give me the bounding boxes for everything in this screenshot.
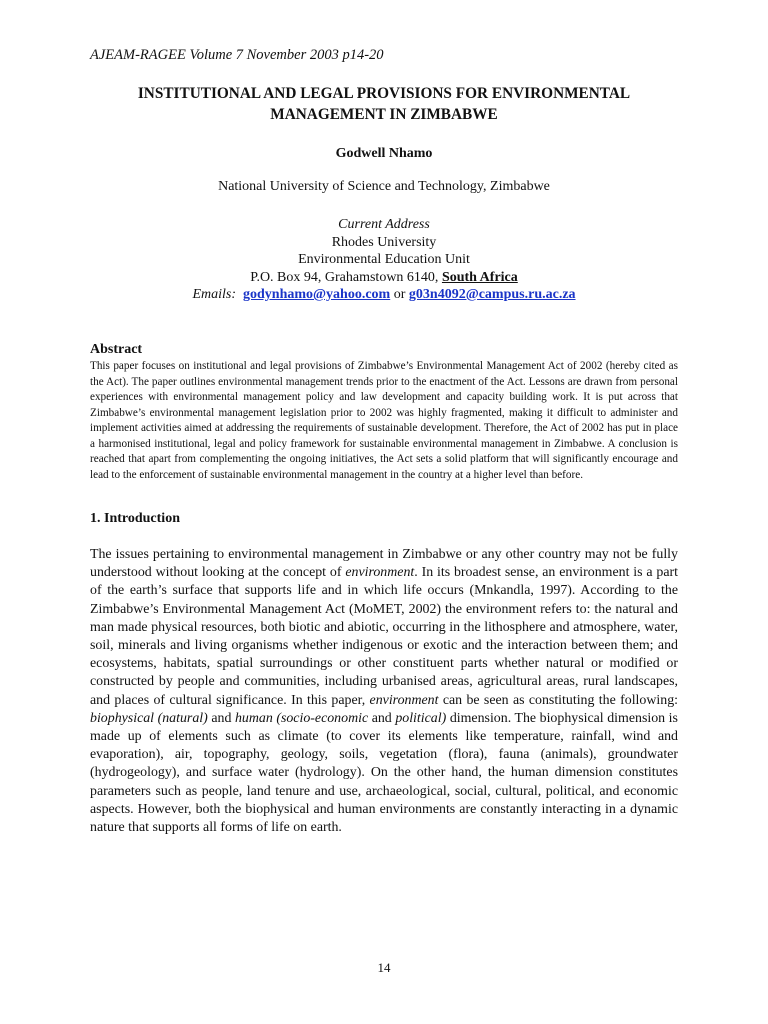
title-line-2: MANAGEMENT IN ZIMBABWE	[270, 106, 498, 123]
intro-text-3: can be seen as constituting the following:	[442, 692, 678, 708]
intro-text-1: The issues pertaining to environmental management in Zimbabwe or any other country may not be fully understood without looking at the concept of	[90, 547, 678, 581]
paper-title	[70, 83, 698, 125]
intro-em-biophysical: biophysical (natural)	[90, 710, 208, 726]
intro-em-human: human (socio-economic	[234, 710, 369, 726]
intro-text-5: and	[371, 710, 392, 726]
current-address-block	[0, 216, 768, 304]
page-number: 14	[377, 960, 391, 975]
intro-text-2: . In its broadest sense, an environment is a part of the earth’s surface that supports life and in which life occurs (Mnkandla, 1997). According to the Zimbabwe’s Environmental Management Act (MoMET, 2002) the environment refers to: the natural and man made physical resources, both biotic and abiotic, occurring in the lithosphere and atmosphere, water, soil, minerals and living organisms whether indigenous or exotic and the interaction between them; and ecosystems, habitats, spatial surroundings or other constituent parts whether natural or modified or constructed by people and communities, including urbanised areas, agricultural areas, rural landscapes, and places of cultural significance. In this paper,	[90, 565, 678, 708]
email-link-yahoo[interactable]: godynhamo@yahoo.com	[243, 287, 391, 302]
intro-text-4: and	[211, 710, 232, 726]
intro-text-6: dimension. The biophysical dimension is made up of elements such as climate (to cover its elements like temperature, rainfall, wind and evaporation), air, topography, geology, soils, vegetation (flora), fauna (animals), groundwater (hydrogeology), and surface water (hydrology). On the other hand, the human dimension constitutes parameters such as people, land tenure and use, archaeological, social, cultural, political, and economic aspects. However, both the biophysical and human environments are constantly interacting in a dynamic nature that supports all forms of life on earth.	[90, 710, 678, 836]
address-country: South Africa	[441, 269, 518, 285]
email-link-rhodes[interactable]: g03n4092@campus.ru.ac.za	[408, 287, 576, 302]
introduction-heading: 1. Introduction	[90, 511, 180, 526]
emails-connector: or	[393, 287, 406, 302]
address-line-3	[0, 269, 768, 287]
abstract-body: This paper focuses on institutional and legal provisions of Zimbabwe’s Environmental Management Act of 2002 (hereby cited as the Act). The paper outlines environmental management trends prior to the enactment of the Act. Lessons are drawn from personal experiences with environmental management policy and law development and capacity building work. It is put across that Zimbabwe’s environmental management legislation prior to 2002 was highly fragmented, making it difficult to administer and implement activities aimed at addressing the requirements of sustainable development. Therefore, the Act of 2002 has put in place a harmonised institutional, legal and policy framework for sustainable environmental management in Zimbabwe. A conclusion is reached that apart from complementing the ongoing initiatives, the Act sets a solid platform that will significantly encourage and lead to the enforcement of sustainable environmental management in the country at a higher level than before.	[90, 360, 678, 481]
address-line-2: Environmental Education Unit	[298, 252, 470, 267]
emails-label: Emails:	[192, 287, 237, 302]
intro-em-environment-2: environment	[369, 692, 439, 708]
address-line-1: Rhodes University	[331, 234, 437, 250]
address-postal: P.O. Box 94, Grahamstown 6140,	[250, 269, 439, 285]
introduction-paragraph	[90, 546, 678, 837]
emails-line	[0, 286, 768, 304]
title-line-1: INSTITUTIONAL AND LEGAL PROVISIONS FOR ENVIRONMENTAL	[137, 85, 631, 102]
running-head: AJEAM-RAGEE Volume 7 November 2003 p14-20	[90, 47, 384, 63]
abstract-heading: Abstract	[90, 342, 143, 357]
author-name: Godwell Nhamo	[335, 146, 433, 161]
current-address-label: Current Address	[338, 217, 430, 232]
intro-em-political: political)	[395, 710, 447, 726]
author-affiliation: National University of Science and Technology, Zimbabwe	[218, 179, 550, 194]
intro-em-environment-1: environment	[345, 565, 415, 581]
